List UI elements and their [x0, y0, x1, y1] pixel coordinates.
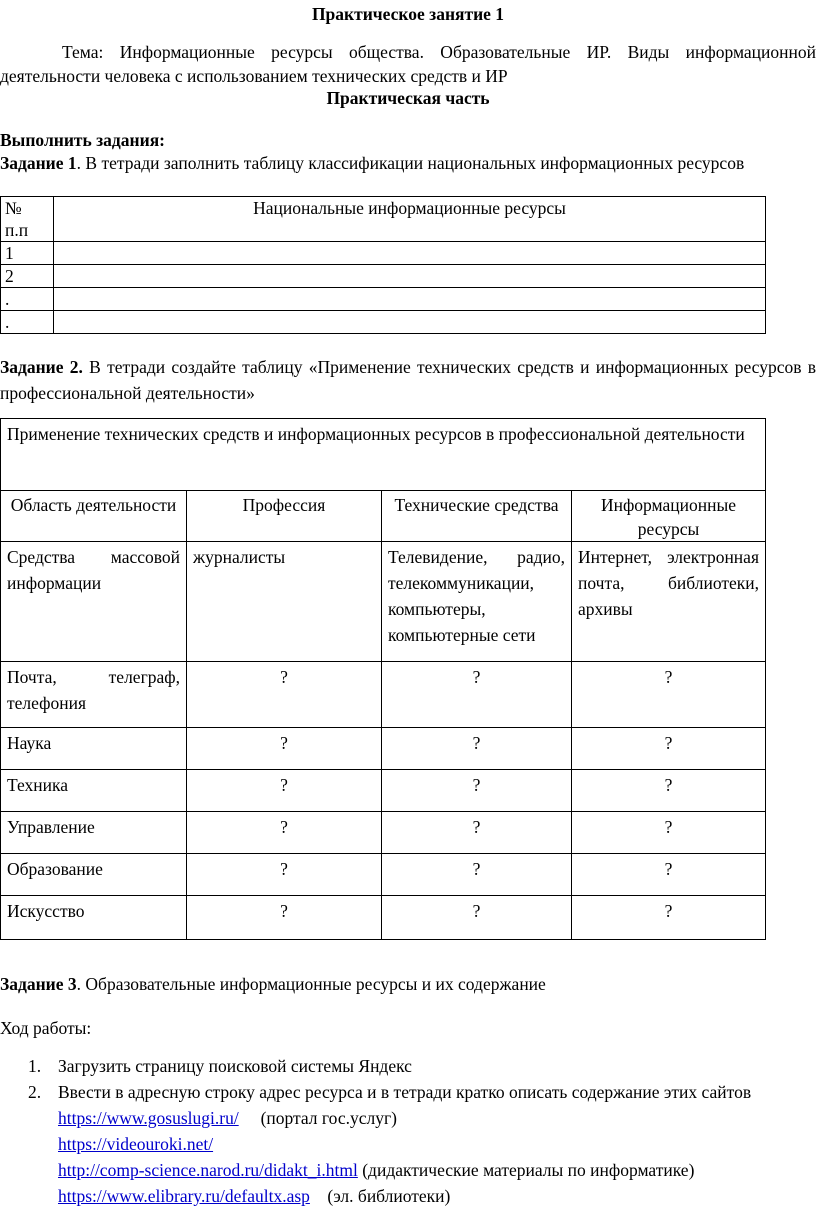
table-cell: ? — [382, 770, 572, 812]
table-cell: ? — [572, 770, 766, 812]
table-cell: ? — [572, 662, 766, 728]
table-cell: ? — [572, 728, 766, 770]
task1-description — [0, 152, 760, 174]
link-row — [58, 1106, 816, 1130]
table-cell: ? — [187, 728, 382, 770]
task1-text: . В тетради заполнить таблицу классификации национальных информационных ресурсов — [76, 153, 745, 173]
task2-text: В тетради создайте таблицу «Применение технических средств и информационных ресурсов в профессиональной деятельности» — [0, 357, 816, 403]
table-cell: Средства массовой информации — [1, 542, 187, 662]
table-cell: ? — [187, 770, 382, 812]
link-note: (портал гос.услуг) — [260, 1108, 397, 1128]
table-cell: ? — [572, 854, 766, 896]
table-cell: . — [1, 311, 54, 334]
elibrary-link[interactable]: https://www.elibrary.ru/defaultx.asp — [58, 1186, 310, 1206]
table-caption: Применение технических средств и информационных ресурсов в профессиональной деятельности — [1, 419, 766, 491]
table-row — [1, 311, 766, 334]
gosuslugi-link[interactable]: https://www.gosuslugi.ru/ — [58, 1108, 239, 1128]
table-cell: Почта, телеграф, телефония — [1, 662, 187, 728]
workflow-label: Ход работы: — [0, 1018, 92, 1038]
table-cell: ? — [187, 662, 382, 728]
step-number: 1. — [28, 1056, 42, 1076]
table-cell: ? — [187, 812, 382, 854]
table-cell — [54, 311, 766, 334]
task3-text: . Образовательные информационные ресурсы и их содержание — [76, 974, 546, 994]
col-resources-header: Информационные ресурсы — [572, 491, 766, 542]
task1-label: Задание 1 — [0, 153, 77, 173]
table-cell — [54, 288, 766, 311]
table-cell: ? — [382, 854, 572, 896]
task2-label: Задание 2. — [0, 357, 83, 377]
table-cell: Интернет, электронная почта, библиотеки, архивы — [572, 542, 766, 662]
col-profession-header: Профессия — [187, 491, 382, 542]
national-resources-table — [0, 196, 766, 334]
table-cell: Техника — [1, 770, 187, 812]
table-row — [1, 288, 766, 311]
table-row — [1, 770, 766, 812]
table-row — [1, 662, 766, 728]
table-cell: Телевидение, радио, телекоммуникации, компьютеры, компьютерные сети — [382, 542, 572, 662]
table-cell: Управление — [1, 812, 187, 854]
col-tech-header: Технические средства — [382, 491, 572, 542]
table-cell: ? — [382, 896, 572, 940]
table-cell: ? — [382, 812, 572, 854]
table-row — [1, 265, 766, 288]
table-cell: журналисты — [187, 542, 382, 662]
table-cell: . — [1, 288, 54, 311]
task3-description — [0, 972, 546, 996]
tasks-heading: Выполнить задания: — [0, 130, 165, 150]
table-row — [1, 854, 766, 896]
section-subtitle: Практическая часть — [326, 88, 490, 108]
step-text: Загрузить страницу поисковой системы Яндекс — [58, 1056, 412, 1076]
table-cell: Искусство — [1, 896, 187, 940]
table-row — [1, 728, 766, 770]
col-area-header: Область деятельности — [1, 491, 187, 542]
page-title: Практическое занятие 1 — [311, 4, 505, 24]
comp-science-link[interactable]: http://comp-science.narod.ru/didakt_i.html — [58, 1160, 358, 1180]
steps-list — [0, 1054, 816, 1204]
link-row — [58, 1158, 816, 1182]
table-header-cell — [1, 197, 54, 242]
col-number-header: № — [5, 198, 22, 218]
table-cell: ? — [572, 896, 766, 940]
col-number-header-2: п.п — [5, 220, 29, 240]
step-text: Ввести в адресную строку адрес ресурса и в тетради кратко описать содержание этих сайтов — [58, 1082, 752, 1102]
table-row — [1, 542, 766, 662]
table-cell: Наука — [1, 728, 187, 770]
table-header-row — [1, 491, 766, 542]
link-row — [58, 1132, 816, 1156]
table-header-row — [1, 197, 766, 242]
table-row — [1, 896, 766, 940]
table-caption-row — [1, 419, 766, 491]
table-cell: ? — [572, 812, 766, 854]
task2-description — [0, 354, 816, 406]
task3-label: Задание 3 — [0, 974, 77, 994]
link-note: (дидактические материалы по информатике) — [362, 1160, 695, 1180]
table-cell: 2 — [1, 265, 54, 288]
videouroki-link[interactable]: https://videouroki.net/ — [58, 1134, 214, 1154]
col-resources-header: Национальные информационные ресурсы — [54, 197, 766, 242]
table-cell: ? — [382, 662, 572, 728]
table-cell: 1 — [1, 242, 54, 265]
step-number: 2. — [28, 1082, 42, 1102]
link-row — [58, 1184, 816, 1208]
table-row — [1, 812, 766, 854]
table-cell: Образование — [1, 854, 187, 896]
table-cell — [54, 242, 766, 265]
link-note: (эл. библиотеки) — [327, 1186, 451, 1206]
table-cell — [54, 265, 766, 288]
table-cell: ? — [382, 728, 572, 770]
professional-resources-table — [0, 418, 766, 940]
table-cell: ? — [187, 854, 382, 896]
table-cell: ? — [187, 896, 382, 940]
topic-text: Тема: Информационные ресурсы общества. Образовательные ИР. Виды информационной деятельности человека с использованием технических средств и ИР — [0, 42, 816, 86]
table-row — [1, 242, 766, 265]
